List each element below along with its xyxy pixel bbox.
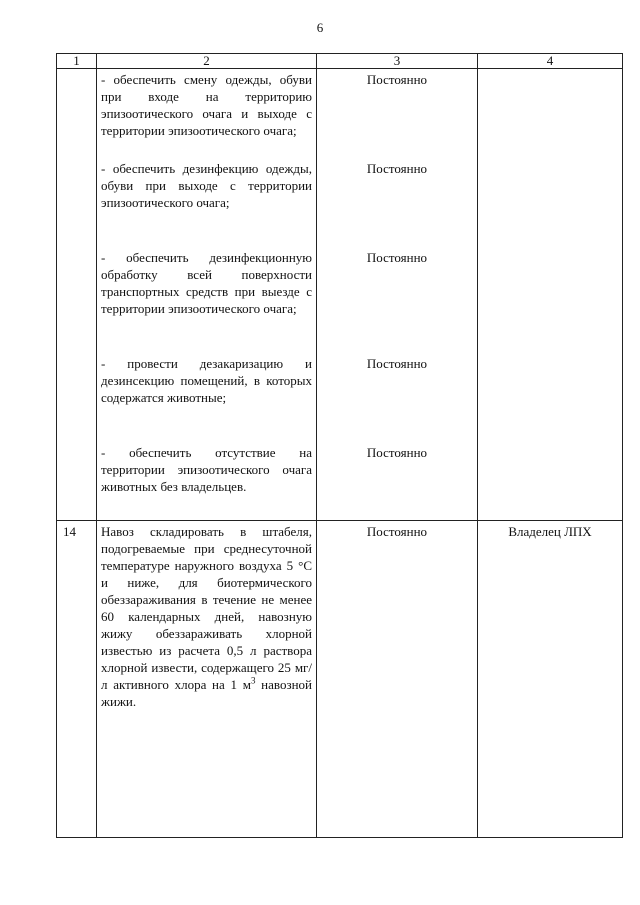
measure-cell xyxy=(97,521,317,838)
column-header-1: 1 xyxy=(57,54,97,69)
deadline-cell xyxy=(317,69,478,521)
responsible-cell xyxy=(478,521,623,838)
deadline-text: Постоянно xyxy=(366,445,428,460)
measures-table xyxy=(56,53,623,838)
deadline-cell xyxy=(317,521,478,838)
column-header-4: 4 xyxy=(478,54,623,69)
measure-text: Навоз складировать в штабеля, подогреваемые при среднесуточной температуре наружного воздуха 5 °С и ниже, для биотермического обеззараживания в течение не менее 60 календарных дней, навозную жижу обеззараживать хлорной известью из расчета 0,5 л раствора хлорной извести, содержащего 25 мг/л активного хлора на 1 м xyxy=(101,524,312,692)
table-row xyxy=(57,521,623,838)
deadline-text: Постоянно xyxy=(366,250,428,265)
deadline-text: Постоянно xyxy=(366,161,428,176)
measure-item: - провести дезакаризацию и дезинсекцию помещений, в которых содержатся животные; xyxy=(101,356,312,405)
row-number-cell: 14 xyxy=(57,521,97,838)
deadline-text: Постоянно xyxy=(366,356,428,371)
row-number-cell xyxy=(57,69,97,521)
table-header-row xyxy=(57,54,623,69)
page-number: 6 xyxy=(316,20,324,35)
deadline-text: Постоянно xyxy=(366,72,428,87)
measure-cell xyxy=(97,69,317,521)
table-row xyxy=(57,69,623,521)
superscript: 3 xyxy=(250,675,256,686)
measure-text-tail: навозной жижи. xyxy=(101,677,312,709)
measure-item: - обеспечить дезинфекционную обработку всей поверхности транспортных средств при выезде с территории эпизоотического очага; xyxy=(101,250,312,316)
measure-item xyxy=(97,521,316,710)
responsible-cell xyxy=(478,69,623,521)
column-header-3: 3 xyxy=(317,54,478,69)
measure-item: - обеспечить отсутствие на территории эпизоотического очага животных без владельцев. xyxy=(101,445,312,494)
column-header-2: 2 xyxy=(97,54,317,69)
measure-item: - обеспечить дезинфекцию одежды, обуви при выходе с территории эпизоотического очага; xyxy=(101,161,312,210)
measure-item: - обеспечить смену одежды, обуви при входе на территорию эпизоотического очага и выходе с территории эпизоотического очага; xyxy=(101,72,312,138)
responsible-text: Владелец ЛПХ xyxy=(508,524,592,539)
deadline-text: Постоянно xyxy=(366,524,428,539)
